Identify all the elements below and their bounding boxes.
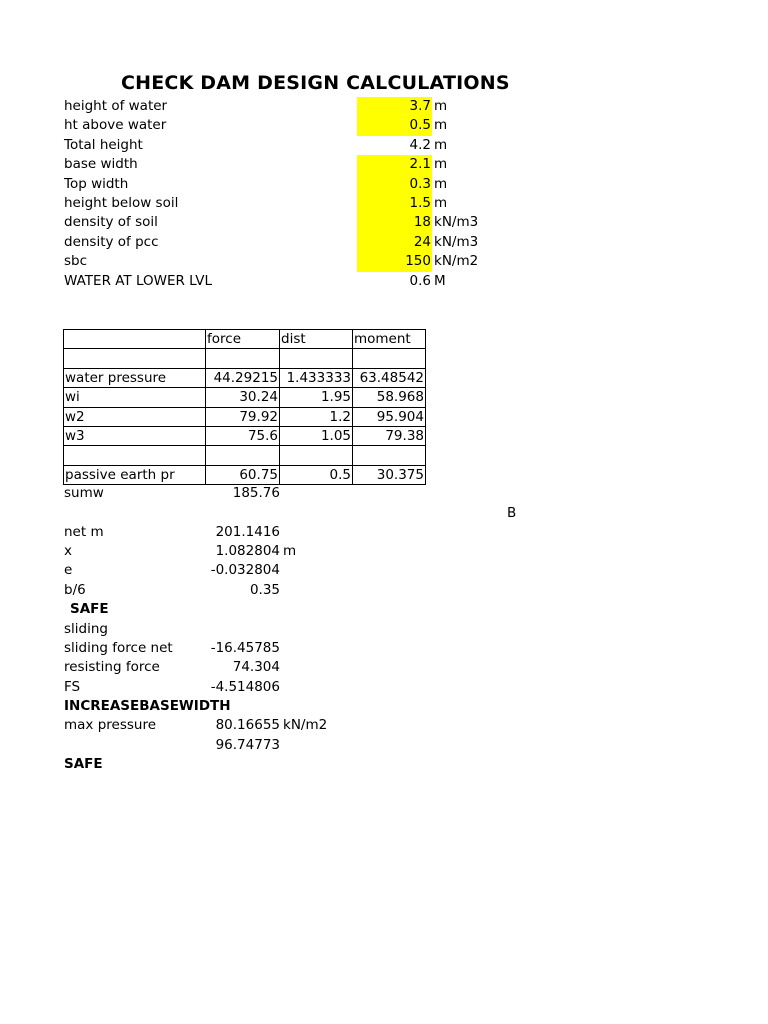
input-value-cell[interactable]: 0.5 — [357, 116, 432, 136]
table-cell-item[interactable] — [64, 349, 206, 368]
table-cell-dist[interactable] — [280, 446, 353, 465]
table-cell-item[interactable] — [64, 446, 206, 465]
table-cell-moment[interactable] — [353, 446, 426, 465]
table-row — [64, 368, 426, 387]
input-unit: m — [434, 98, 448, 114]
min-pressure-value: 96.74773 — [215, 737, 280, 753]
table-cell-dist[interactable]: 1.95 — [280, 388, 353, 407]
input-value-cell[interactable]: 18 — [357, 213, 432, 233]
max-pressure-label: max pressure — [64, 717, 157, 733]
table-header-force: force — [206, 330, 280, 349]
input-label: density of soil — [64, 214, 158, 230]
input-unit: m — [434, 156, 448, 172]
input-unit: m — [434, 117, 448, 133]
input-label: ht above water — [64, 117, 167, 133]
b6-value: 0.35 — [249, 582, 280, 598]
b6-label: b/6 — [64, 582, 86, 598]
table-cell-dist[interactable]: 1.2 — [280, 407, 353, 426]
input-label: height of water — [64, 98, 168, 114]
table-cell-force[interactable]: 30.24 — [206, 388, 280, 407]
input-label: density of pcc — [64, 234, 159, 250]
x-label: x — [64, 543, 72, 559]
table-row — [64, 426, 426, 445]
input-value-cell[interactable]: 2.1 — [357, 155, 432, 175]
table-header-moment: moment — [353, 330, 426, 349]
input-unit: kN/m3 — [434, 214, 479, 230]
input-value-cell[interactable]: 0.6 — [409, 273, 431, 289]
input-value-cell[interactable]: 0.3 — [357, 175, 432, 194]
input-unit: M — [434, 273, 446, 289]
table-cell-dist[interactable]: 1.05 — [280, 426, 353, 445]
increase-base-width-note: INCREASEBASEWIDTH — [64, 698, 231, 714]
table-row — [64, 407, 426, 426]
table-cell-item[interactable]: passive earth pr — [64, 465, 206, 484]
input-label: base width — [64, 156, 138, 172]
input-value-cell[interactable]: 150 — [357, 252, 432, 272]
table-cell-moment[interactable]: 30.375 — [353, 465, 426, 484]
input-value-cell[interactable]: 1.5 — [357, 194, 432, 213]
table-cell-dist[interactable]: 0.5 — [280, 465, 353, 484]
input-label: WATER AT LOWER LVL — [64, 273, 212, 289]
input-label: Total height — [64, 137, 143, 153]
x-value: 1.082804 — [215, 543, 280, 559]
fs-value: -4.514806 — [210, 679, 280, 695]
netm-label: net m — [64, 524, 104, 540]
safe-status-1: SAFE — [70, 601, 109, 617]
table-row — [64, 388, 426, 407]
table-cell-force[interactable]: 60.75 — [206, 465, 280, 484]
input-label: Top width — [64, 176, 129, 192]
max-pressure-unit: kN/m2 — [283, 717, 328, 733]
input-value-cell[interactable]: 3.7 — [357, 97, 432, 116]
sumw-label: sumw — [64, 485, 104, 501]
table-row — [64, 465, 426, 484]
input-unit: kN/m3 — [434, 234, 479, 250]
table-cell-item[interactable]: w3 — [64, 426, 206, 445]
table-cell-force[interactable]: 79.92 — [206, 407, 280, 426]
sliding-label: sliding — [64, 621, 108, 637]
e-label: e — [64, 562, 73, 578]
table-header-row — [64, 330, 426, 349]
b-marker: B — [507, 505, 517, 521]
sumw-value: 185.76 — [232, 485, 280, 501]
fs-label: FS — [64, 679, 81, 695]
table-cell-moment[interactable]: 63.48542 — [353, 368, 426, 387]
table-cell-dist[interactable]: 1.433333 — [280, 368, 353, 387]
table-cell-moment[interactable]: 95.904 — [353, 407, 426, 426]
page-title: CHECK DAM DESIGN CALCULATIONS — [121, 72, 510, 94]
input-unit: m — [434, 195, 448, 211]
sliding-force-value: -16.45785 — [210, 640, 280, 656]
safe-status-2: SAFE — [64, 756, 103, 772]
input-unit: m — [434, 176, 448, 192]
table-cell-moment[interactable]: 58.968 — [353, 388, 426, 407]
table-cell-dist[interactable] — [280, 349, 353, 368]
e-value: -0.032804 — [210, 562, 280, 578]
table-cell-moment[interactable] — [353, 349, 426, 368]
table-header-cell — [64, 330, 206, 349]
resisting-force-label: resisting force — [64, 659, 160, 675]
input-unit: m — [434, 137, 448, 153]
table-header-dist: dist — [280, 330, 353, 349]
table-cell-item[interactable]: w2 — [64, 407, 206, 426]
netm-value: 201.1416 — [215, 524, 280, 540]
table-cell-force[interactable]: 44.29215 — [206, 368, 280, 387]
sliding-force-label: sliding force net — [64, 640, 173, 656]
input-value-cell[interactable]: 4.2 — [409, 137, 431, 153]
table-row — [64, 446, 426, 465]
table-cell-item[interactable]: wi — [64, 388, 206, 407]
max-pressure-value: 80.16655 — [215, 717, 280, 733]
x-unit: m — [283, 543, 297, 559]
input-value-cell[interactable]: 24 — [357, 233, 432, 252]
input-label: sbc — [64, 253, 88, 269]
table-cell-force[interactable]: 75.6 — [206, 426, 280, 445]
calc-table — [63, 329, 426, 485]
table-cell-force[interactable] — [206, 349, 280, 368]
input-unit: kN/m2 — [434, 253, 479, 269]
table-cell-item[interactable]: water pressure — [64, 368, 206, 387]
table-cell-moment[interactable]: 79.38 — [353, 426, 426, 445]
input-label: height below soil — [64, 195, 179, 211]
resisting-force-value: 74.304 — [232, 659, 280, 675]
table-cell-force[interactable] — [206, 446, 280, 465]
table-row — [64, 349, 426, 368]
